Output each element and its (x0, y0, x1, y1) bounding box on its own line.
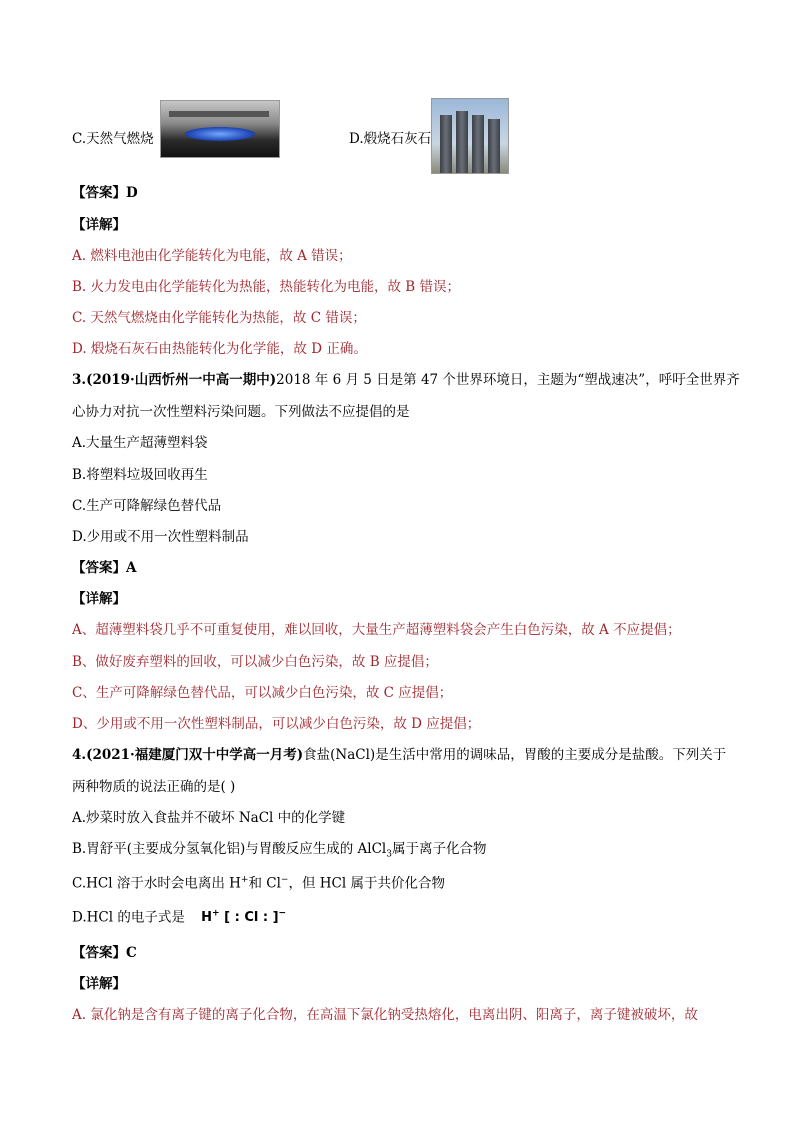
q3-explanation-d: D、少用或不用一次性塑料制品，可以减少白色污染，故 D 应提倡； (72, 716, 481, 732)
hcl-electron-formula (201, 910, 286, 925)
q2-explanation-c: C. 天然气燃烧由化学能转化为热能，故 C 错误； (72, 310, 366, 326)
q3-stem-line1 (72, 371, 740, 389)
q4-option-a: A.炒菜时放入食盐并不破坏 NaCl 中的化学键 (72, 810, 346, 826)
q3-explanation-b: B、做好废弃塑料的回收，可以减少白色污染，故 B 应提倡； (72, 654, 438, 670)
gas-stove-flame-photo (160, 100, 280, 158)
q3-source: 3.(2019·山西忻州一中高一期中) (72, 372, 277, 388)
option-d-label: D.煅烧石灰石 (349, 131, 432, 147)
q2-image-options (72, 100, 722, 175)
q2-explanation-d: D. 煅烧石灰石由热能转化为化学能，故 D 正确。 (72, 341, 367, 357)
q4-option-b-subscript: 3 (386, 849, 392, 860)
formula-plus: + (212, 909, 220, 919)
q3-answer: 【答案】A (72, 560, 137, 576)
q4-option-c-mid: 和 Cl (248, 875, 281, 892)
q4-explanation-a: A. 氯化钠是含有离子键的离子化合物，在高温下氯化钠受热熔化，电离出阴、阳离子，离子键被破坏，故 (72, 1007, 698, 1023)
q4-option-c-text: C.HCl 溶于水时会电离出 H (72, 875, 241, 892)
q4-source: 4.(2021·福建厦门双十中学高一月考) (72, 747, 304, 763)
q3-option-b: B.将塑料垃圾回收再生 (72, 467, 208, 483)
q4-option-d (72, 905, 286, 927)
formula-minus: − (278, 909, 287, 919)
q3-explanation-c: C、生产可降解绿色替代品，可以减少白色污染，故 C 应提倡； (72, 685, 453, 701)
formula-bracket-cl: [ : Cl : ] (224, 910, 279, 926)
q4-stem-line1 (72, 746, 726, 764)
q2-detail-head: 【详解】 (72, 217, 126, 233)
q3-option-a: A.大量生产超薄塑料袋 (72, 435, 208, 451)
q4-option-c-sup-minus: − (280, 875, 289, 885)
lime-kiln-towers-photo (431, 98, 509, 174)
q4-option-c-sup-plus: + (240, 875, 249, 885)
q2-explanation-a: A. 燃料电池由化学能转化为电能，故 A 错误； (72, 248, 352, 264)
q4-option-c (72, 871, 445, 893)
q4-option-b-text: B.胃舒平(主要成分氢氧化铝)与胃酸反应生成的 AlCl (72, 841, 387, 857)
q4-detail-head: 【详解】 (72, 976, 126, 992)
q2-answer: 【答案】D (72, 185, 138, 201)
q3-stem-line2: 心协力对抗一次性塑料污染问题。下列做法不应提倡的是 (72, 404, 410, 420)
q3-detail-head: 【详解】 (72, 591, 126, 607)
q4-option-b-tail: 属于离子化合物 (392, 841, 487, 857)
q3-explanation-a: A、超薄塑料袋几乎不可重复使用，难以回收，大量生产超薄塑料袋会产生白色污染，故 A 不应提倡； (72, 622, 681, 638)
q3-option-c: C.生产可降解绿色替代品 (72, 498, 222, 514)
q4-option-c-tail: ，但 HCl 属于共价化合物 (288, 875, 445, 892)
q2-explanation-b: B. 火力发电由化学能转化为热能，热能转化为电能，故 B 错误； (72, 279, 461, 295)
q4-option-b (72, 840, 487, 864)
q4-stem-line2: 两种物质的说法正确的是( ) (72, 779, 236, 795)
q3-option-d: D.少用或不用一次性塑料制品 (72, 529, 249, 545)
option-c-label: C.天然气燃烧 (72, 131, 154, 147)
q3-stem-text: 2018 年 6 月 5 日是第 47 个世界环境日，主题为“塑战速决”，呼吁全世界齐 (276, 372, 740, 388)
q4-answer: 【答案】C (72, 945, 137, 961)
q4-option-d-text: D.HCl 的电子式是 (72, 909, 185, 926)
formula-h: H (201, 910, 213, 926)
q4-stem-text: 食盐(NaCl)是生活中常用的调味品，胃酸的主要成分是盐酸。下列关于 (303, 747, 727, 763)
